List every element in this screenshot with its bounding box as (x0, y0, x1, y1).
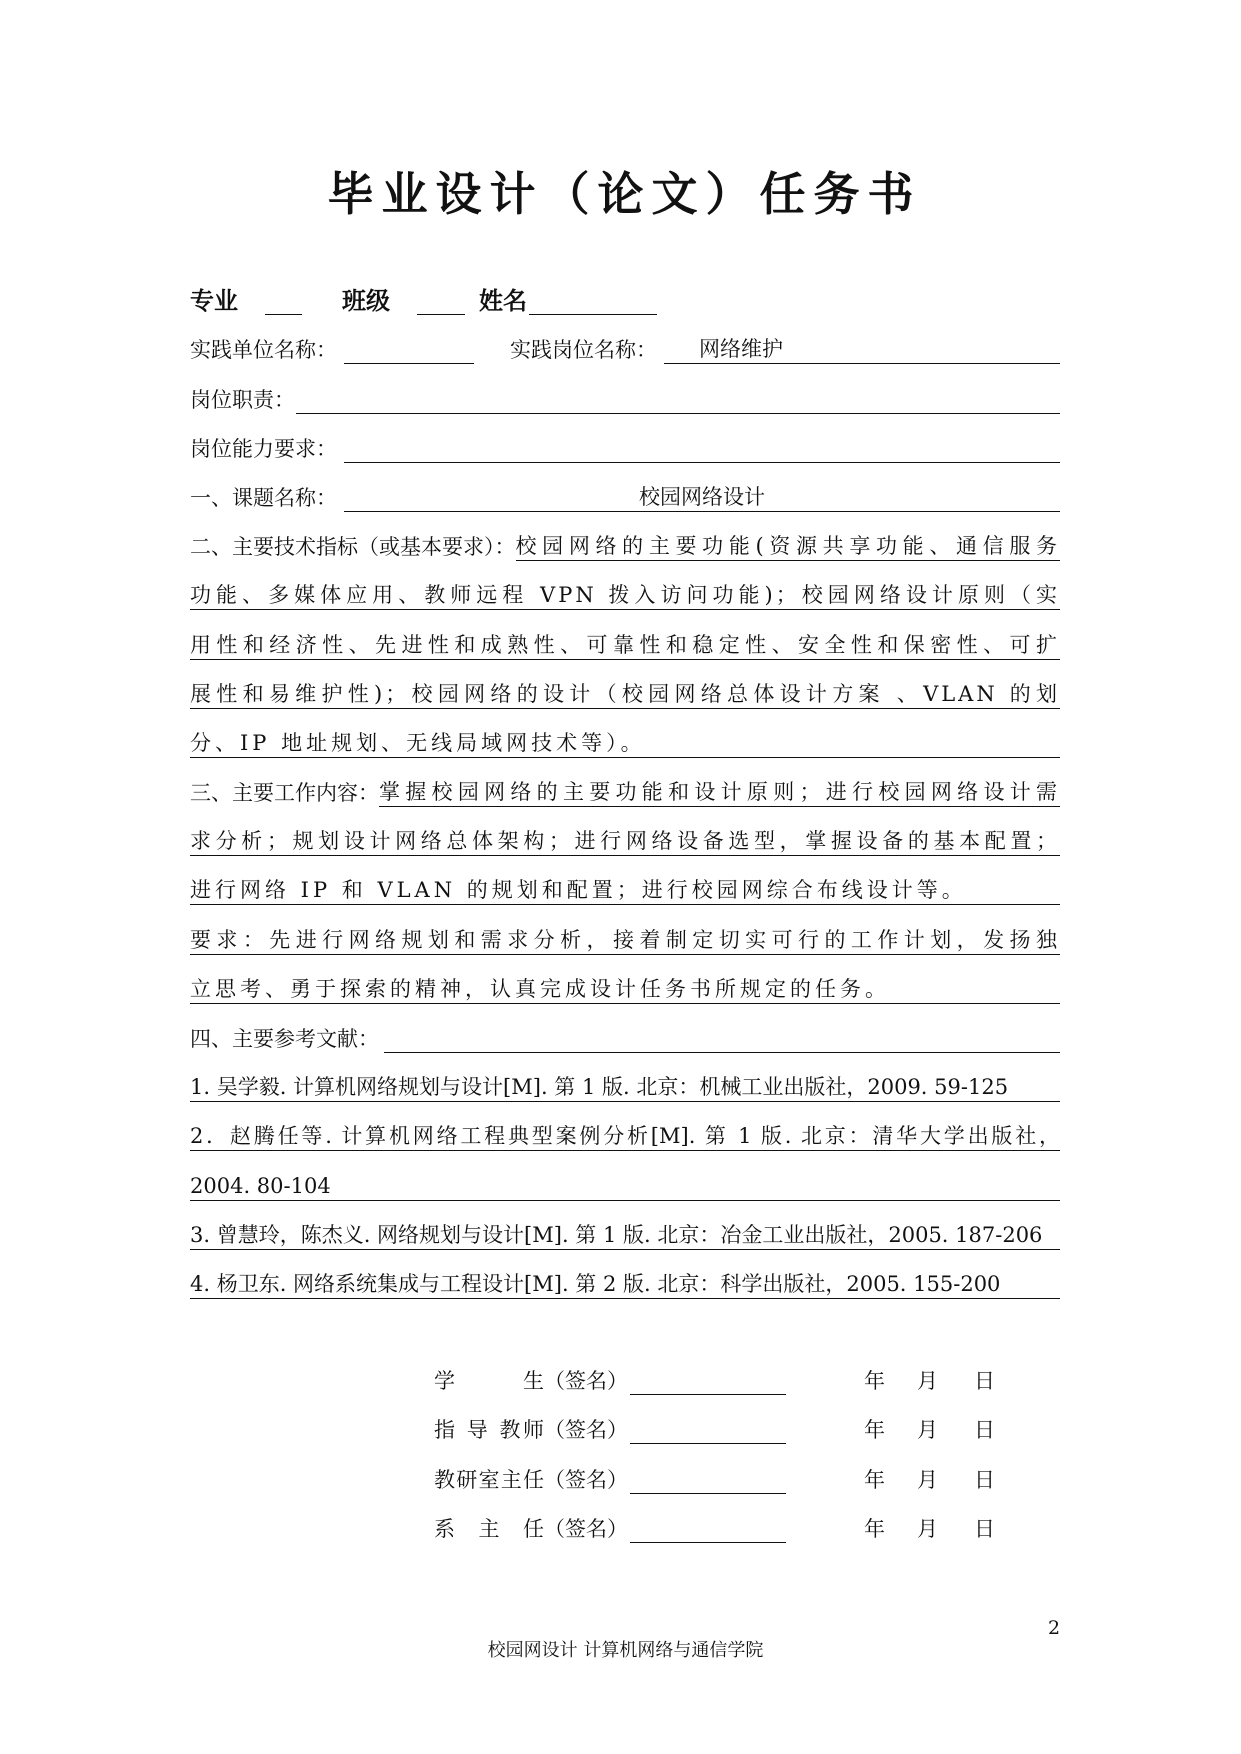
signature-role: 学 生 (434, 1369, 544, 1394)
technical-indicators-row (190, 561, 1060, 610)
date-day-label: 日 (974, 1369, 995, 1394)
technical-indicators-line: 功能、多媒体应用、教师远程 VPN 拨入访问功能)；校园网络设计原则（实 (190, 581, 1060, 610)
references-header-row (190, 1004, 1060, 1053)
work-content-line: 掌握校园网络的主要功能和设计原则；进行校园网络设计需 (379, 778, 1060, 807)
technical-indicators-line: 用性和经济性、先进性和成熟性、可靠性和稳定性、安全性和保密性、可扩 (190, 631, 1060, 660)
date-year-label: 年 (864, 1467, 885, 1492)
reference-row (190, 1053, 1060, 1102)
signature-row-office-director (434, 1444, 995, 1493)
technical-indicators-line: 分、IP 地址规划、无线局域网技术等）。 (190, 729, 1060, 758)
work-content-label: 三、主要工作内容： (190, 781, 379, 806)
reference-row (190, 1250, 1060, 1299)
signature-label: （签名） (544, 1418, 628, 1443)
requirements-line: 要求：先进行网络规划和需求分析，接着制定切实可行的工作计划，发扬独 (190, 926, 1060, 955)
date-year-label: 年 (864, 1418, 885, 1443)
date-month-label: 月 (917, 1418, 938, 1443)
technical-indicators-line: 展性和易维护性)；校园网络的设计（校园网络总体设计方案 、VLAN 的划 (190, 680, 1060, 709)
ability-label: 岗位能力要求： (190, 436, 337, 461)
date-month-label: 月 (917, 1467, 938, 1492)
duties-row (190, 364, 1060, 413)
technical-indicators-label: 二、主要技术指标（或基本要求）： (190, 535, 516, 560)
signature-block (434, 1346, 995, 1543)
ability-blank (344, 434, 1060, 463)
technical-indicators-row (190, 512, 1060, 561)
requirements-row (190, 955, 1060, 1004)
work-content-row (190, 856, 1060, 905)
major-label: 专业 (190, 287, 238, 316)
practice-unit-label: 实践单位名称： (190, 338, 337, 363)
signature-row-dept-head (434, 1494, 995, 1543)
name-label: 姓名 (479, 287, 527, 316)
references-label: 四、主要参考文献： (190, 1027, 379, 1051)
date-year-label: 年 (864, 1369, 885, 1394)
page-number: 2 (1048, 1617, 1061, 1639)
reference-row (190, 1201, 1060, 1250)
date-day-label: 日 (974, 1516, 995, 1541)
date-year-label: 年 (864, 1516, 885, 1541)
technical-indicators-row (190, 610, 1060, 659)
date-month-label: 月 (917, 1369, 938, 1394)
signature-label: （签名） (544, 1516, 628, 1541)
requirements-line: 立思考、勇于探索的精神，认真完成设计任务书所规定的任务。 (190, 975, 1060, 1004)
signature-line (630, 1514, 786, 1543)
signature-role: 指 导 教师 (434, 1418, 544, 1443)
signature-row-advisor (434, 1395, 995, 1444)
signature-label: （签名） (544, 1369, 628, 1394)
duties-label: 岗位职责： (190, 387, 295, 412)
requirements-row (190, 905, 1060, 954)
work-content-row (190, 807, 1060, 856)
signature-role: 系 主 任 (434, 1516, 544, 1541)
work-content-row (190, 758, 1060, 807)
ability-row (190, 414, 1060, 463)
reference-line: 2004. 80-104 (190, 1172, 1060, 1201)
signature-row-student (434, 1346, 995, 1395)
name-blank (529, 286, 657, 315)
references-blank (384, 1024, 1060, 1053)
page-title: 毕业设计（论文）任务书 (327, 167, 922, 221)
reference-line: 3. 曾慧玲，陈杰义. 网络规划与设计[M]. 第 1 版. 北京：冶金工业出版社，2005. 187-206 (190, 1221, 1060, 1250)
signature-label: （签名） (544, 1467, 628, 1492)
technical-indicators-line: 校园网络的主要功能(资源共享功能、通信服务 (516, 532, 1061, 561)
student-info-row (190, 266, 1060, 315)
signature-line (630, 1465, 786, 1494)
technical-indicators-row (190, 660, 1060, 709)
technical-indicators-row (190, 709, 1060, 758)
topic-row (190, 463, 1060, 512)
date-day-label: 日 (974, 1467, 995, 1492)
reference-line: 1. 吴学毅. 计算机网络规划与设计[M]. 第 1 版. 北京：机械工业出版社，2009. 59-125 (190, 1073, 1060, 1102)
reference-line: 4. 杨卫东. 网络系统集成与工程设计[M]. 第 2 版. 北京：科学出版社，2005. 155-200 (190, 1270, 1060, 1299)
practice-unit-blank (344, 335, 474, 364)
date-day-label: 日 (974, 1418, 995, 1443)
major-blank (265, 286, 302, 315)
practice-row (190, 315, 1060, 364)
reference-line: 2．赵腾任等. 计算机网络工程典型案例分析[M]. 第 1 版. 北京：清华大学出版社， (190, 1122, 1060, 1151)
reference-row (190, 1151, 1060, 1200)
practice-position-value: 网络维护 (664, 335, 1060, 364)
reference-row (190, 1102, 1060, 1151)
date-month-label: 月 (917, 1516, 938, 1541)
signature-line (630, 1366, 786, 1395)
signature-role: 教研室主任 (434, 1467, 544, 1492)
practice-position-label: 实践岗位名称： (510, 338, 657, 363)
task-form (190, 266, 1060, 1299)
signature-line (630, 1415, 786, 1444)
work-content-line: 求分析；规划设计网络总体架构；进行网络设备选型，掌握设备的基本配置； (190, 827, 1060, 856)
class-label: 班级 (342, 287, 390, 316)
page-footer: 校园网设计 计算机网络与通信学院 (487, 1640, 764, 1661)
class-blank (417, 286, 465, 315)
topic-label: 一、课题名称： (190, 485, 337, 510)
work-content-line: 进行网络 IP 和 VLAN 的规划和配置；进行校园网综合布线设计等。 (190, 876, 1060, 905)
topic-value: 校园网络设计 (344, 483, 1060, 512)
duties-blank (296, 385, 1060, 414)
